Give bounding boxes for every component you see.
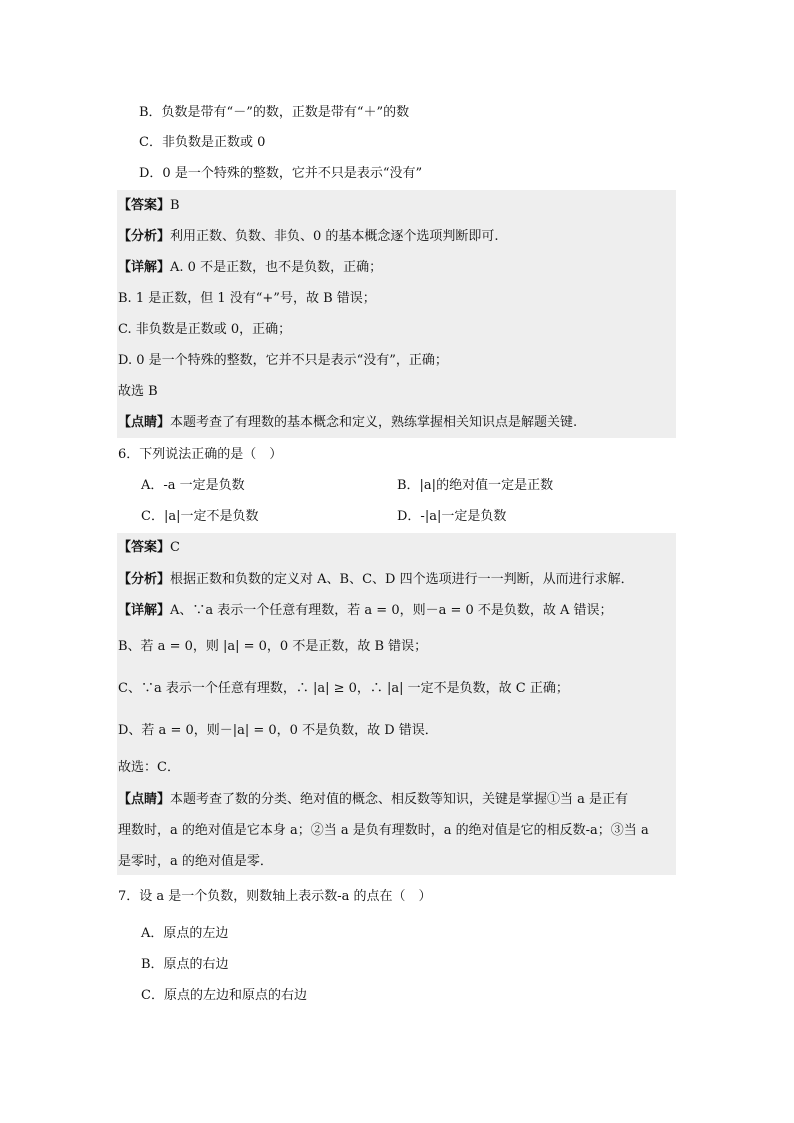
q6-option-b: B．|a|的绝对值一定是正数 bbox=[397, 478, 554, 493]
comment-text: 本题考查了有理数的基本概念和定义，熟练掌握相关知识点是解题关键. bbox=[170, 415, 578, 430]
q6-detail-1 bbox=[118, 604, 613, 617]
answer-tag: 【答案】 bbox=[118, 540, 171, 555]
q5-comment bbox=[118, 416, 577, 429]
q5-analysis bbox=[118, 230, 499, 243]
analysis-tag: 【分析】 bbox=[118, 572, 171, 587]
q5-detail-1 bbox=[118, 261, 382, 274]
analysis-text: 利用正数、负数、非负、0 的基本概念逐个选项判断即可. bbox=[170, 229, 499, 244]
q5-detail-4: D. 0 是一个特殊的整数，它并不只是表示“没有”，正确； bbox=[118, 353, 448, 368]
q6-choose: 故选：C． bbox=[118, 760, 180, 775]
comment-tag: 【点睛】 bbox=[118, 792, 171, 807]
q6-comment-3: 是零时，a 的绝对值是零． bbox=[118, 854, 273, 869]
q6-answer bbox=[118, 541, 180, 554]
q5-answer bbox=[118, 199, 180, 212]
q6-analysis bbox=[118, 573, 634, 586]
answer-value: C bbox=[170, 540, 180, 555]
analysis-text: 根据正数和负数的定义对 A、B、C、D 四个选项进行一一判断，从而进行求解． bbox=[170, 572, 634, 587]
q5-option-d: D．0 是一个特殊的整数，它并不只是表示“没有” bbox=[139, 166, 423, 181]
answer-tag: 【答案】 bbox=[118, 198, 171, 213]
q6-detail-2: B、若 a = 0，则 |a| = 0，0 不是正数，故 B 错误； bbox=[118, 639, 428, 654]
q5-option-b: B．负数是带有“－”的数，正数是带有“＋”的数 bbox=[139, 105, 410, 120]
detail-text: A. 0 不是正数，也不是负数，正确； bbox=[170, 260, 383, 275]
q7-option-c: C．原点的左边和原点的右边 bbox=[141, 988, 307, 1003]
q6-option-c: C．|a|一定不是负数 bbox=[141, 509, 259, 524]
detail-tag: 【详解】 bbox=[118, 603, 171, 618]
q7-option-a: A．原点的左边 bbox=[141, 926, 229, 941]
q6-option-a: A．-a 一定是负数 bbox=[141, 478, 245, 493]
q7-stem: 7．设 a 是一个负数，则数轴上表示数-a 的点在（ ） bbox=[118, 889, 432, 904]
answer-value: B bbox=[170, 198, 180, 213]
q7-option-b: B．原点的右边 bbox=[141, 957, 229, 972]
q6-detail-4: D、若 a = 0，则－|a| = 0，0 不是负数，故 D 错误． bbox=[118, 723, 438, 738]
q5-detail-2: B. 1 是正数，但 1 没有“+”号，故 B 错误； bbox=[118, 291, 376, 306]
q5-solution-block bbox=[117, 190, 676, 438]
detail-tag: 【详解】 bbox=[118, 260, 171, 275]
q5-choose: 故选 B bbox=[118, 384, 158, 399]
q6-option-d: D．-|a|一定是负数 bbox=[397, 509, 507, 524]
comment-text: 本题考查了数的分类、绝对值的概念、相反数等知识，关键是掌握①当 a 是正有 bbox=[170, 792, 629, 807]
detail-text: A、∵a 表示一个任意有理数，若 a = 0，则－a = 0 不是负数，故 A 错误； bbox=[170, 603, 613, 618]
q6-stem: 6．下列说法正确的是（ ） bbox=[118, 447, 283, 462]
q6-detail-3: C、∵a 表示一个任意有理数，∴ |a| ≥ 0，∴ |a| 一定不是负数，故 C 正确； bbox=[118, 681, 569, 696]
q5-detail-3: C. 非负数是正数或 0，正确； bbox=[118, 322, 292, 337]
q6-comment-1 bbox=[118, 793, 628, 806]
analysis-tag: 【分析】 bbox=[118, 229, 171, 244]
q5-option-c: C．非负数是正数或 0 bbox=[139, 135, 266, 150]
q6-comment-2: 理数时，a 的绝对值是它本身 a；②当 a 是负有理数时，a 的绝对值是它的相反数-a；③当 a bbox=[118, 823, 649, 838]
comment-tag: 【点睛】 bbox=[118, 415, 171, 430]
